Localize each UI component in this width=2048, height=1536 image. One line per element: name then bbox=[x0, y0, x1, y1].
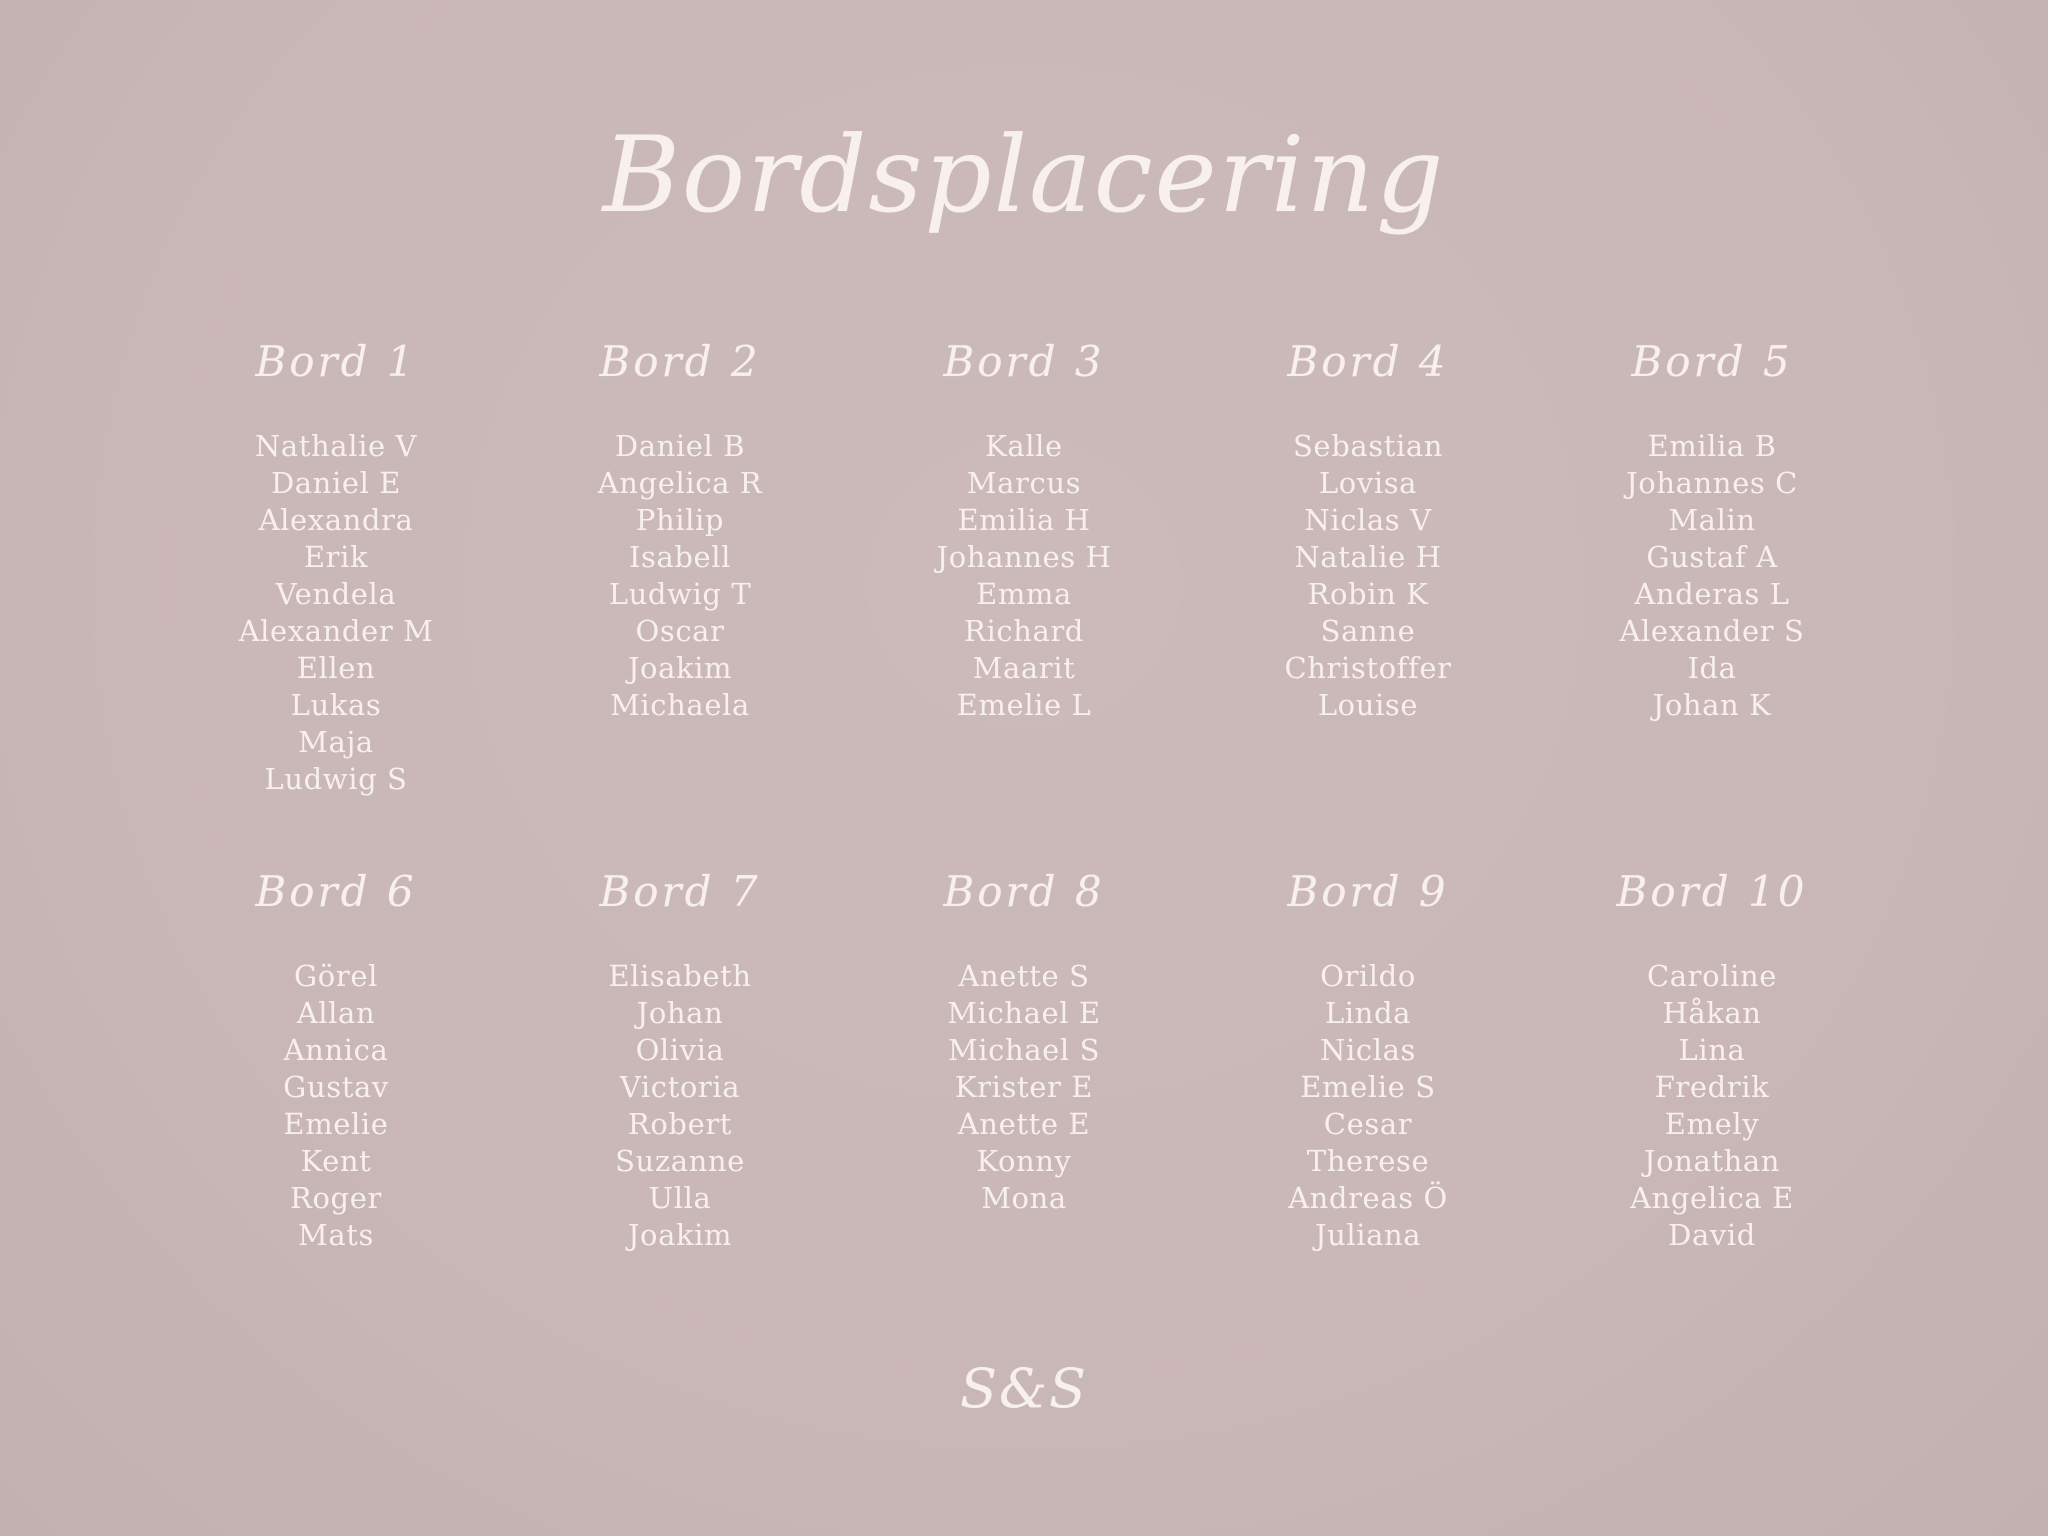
guest-name: Michaela bbox=[610, 688, 750, 722]
guest-name: Olivia bbox=[635, 1033, 725, 1067]
guest-list bbox=[1196, 958, 1540, 1254]
guest-name: Sanne bbox=[1320, 614, 1416, 648]
guest-name: Ida bbox=[1687, 651, 1737, 685]
guest-list bbox=[852, 958, 1196, 1217]
guest-name: Isabell bbox=[628, 540, 732, 574]
table-block-7 bbox=[508, 864, 852, 1254]
guest-name: Malin bbox=[1668, 503, 1756, 537]
guest-list bbox=[1540, 958, 1884, 1254]
guest-name: Niclas V bbox=[1304, 503, 1432, 537]
guest-name: Cesar bbox=[1323, 1107, 1413, 1141]
guest-name: Nathalie V bbox=[254, 429, 418, 463]
guest-name: Angelica E bbox=[1630, 1181, 1794, 1215]
table-block-2 bbox=[508, 334, 852, 724]
guest-name: Angelica R bbox=[597, 466, 763, 500]
guest-name: Orildo bbox=[1320, 959, 1416, 993]
guest-name: Daniel B bbox=[614, 429, 746, 463]
guest-list bbox=[1196, 428, 1540, 724]
guest-name: Johan bbox=[636, 996, 724, 1030]
guest-name: Alexandra bbox=[258, 503, 414, 537]
guest-name: Gustav bbox=[283, 1070, 389, 1104]
table-block-3 bbox=[852, 334, 1196, 724]
table-block-5 bbox=[1540, 334, 1884, 724]
guest-name: Linda bbox=[1324, 996, 1412, 1030]
table-label: Bord 5 bbox=[1631, 337, 1793, 386]
guest-name: Robin K bbox=[1307, 577, 1429, 611]
guest-name: Mats bbox=[298, 1218, 374, 1252]
guest-name: Emely bbox=[1664, 1107, 1760, 1141]
table-label: Bord 7 bbox=[599, 867, 761, 916]
guest-name: Maarit bbox=[972, 651, 1076, 685]
guest-name: Richard bbox=[964, 614, 1084, 648]
guest-name: Joakim bbox=[627, 1218, 733, 1252]
guest-name: Gustaf A bbox=[1646, 540, 1778, 574]
table-label: Bord 3 bbox=[943, 337, 1105, 386]
guest-name: Lovisa bbox=[1318, 466, 1418, 500]
guest-name: Michael E bbox=[947, 996, 1101, 1030]
guest-name: David bbox=[1668, 1218, 1756, 1252]
guest-name: Håkan bbox=[1662, 996, 1762, 1030]
table-label: Bord 9 bbox=[1287, 867, 1449, 916]
guest-name: Ludwig S bbox=[264, 762, 408, 796]
table-block-4 bbox=[1196, 334, 1540, 724]
guest-name: Krister E bbox=[954, 1070, 1094, 1104]
guest-name: Robert bbox=[627, 1107, 733, 1141]
guest-name: Erik bbox=[303, 540, 369, 574]
guest-name: Emelie S bbox=[1300, 1070, 1436, 1104]
guest-name: Lukas bbox=[290, 688, 382, 722]
guest-name: Lina bbox=[1678, 1033, 1746, 1067]
guest-name: Annica bbox=[283, 1033, 389, 1067]
guest-name: Alexander S bbox=[1619, 614, 1805, 648]
table-block-6 bbox=[164, 864, 508, 1254]
table-block-1 bbox=[164, 334, 508, 798]
guest-name: Andreas Ö bbox=[1288, 1181, 1448, 1215]
guest-name: Ludwig T bbox=[608, 577, 752, 611]
guest-list bbox=[852, 428, 1196, 724]
guest-name: Victoria bbox=[619, 1070, 741, 1104]
table-label: Bord 8 bbox=[943, 867, 1105, 916]
guest-name: Therese bbox=[1306, 1144, 1430, 1178]
guest-name: Johannes H bbox=[936, 540, 1112, 574]
guest-name: Louise bbox=[1317, 688, 1419, 722]
guest-name: Kent bbox=[300, 1144, 372, 1178]
guest-name: Philip bbox=[635, 503, 725, 537]
guest-name: Michael S bbox=[947, 1033, 1101, 1067]
guest-list bbox=[508, 958, 852, 1254]
table-label: Bord 2 bbox=[599, 337, 761, 386]
guest-name: Marcus bbox=[966, 466, 1082, 500]
guest-name: Johan K bbox=[1652, 688, 1772, 722]
guest-name: Emelie bbox=[283, 1107, 389, 1141]
guest-name: Jonathan bbox=[1643, 1144, 1781, 1178]
guest-name: Konny bbox=[976, 1144, 1072, 1178]
guest-name: Joakim bbox=[627, 651, 733, 685]
guest-name: Natalie H bbox=[1294, 540, 1442, 574]
guest-list bbox=[508, 428, 852, 724]
guest-name: Christoffer bbox=[1284, 651, 1452, 685]
guest-name: Emilia H bbox=[957, 503, 1091, 537]
page-title: Bordsplacering bbox=[602, 114, 1446, 236]
guest-name: Görel bbox=[294, 959, 378, 993]
guest-list bbox=[164, 958, 508, 1254]
table-label: Bord 4 bbox=[1287, 337, 1449, 386]
guest-name: Anette S bbox=[958, 959, 1090, 993]
couple-monogram: S&S bbox=[959, 1357, 1089, 1420]
guest-name: Daniel E bbox=[270, 466, 402, 500]
guest-name: Anderas L bbox=[1634, 577, 1790, 611]
guest-name: Caroline bbox=[1647, 959, 1777, 993]
guest-name: Elisabeth bbox=[608, 959, 752, 993]
table-label: Bord 10 bbox=[1616, 867, 1808, 916]
guest-name: Anette E bbox=[957, 1107, 1091, 1141]
guest-name: Emelie L bbox=[956, 688, 1092, 722]
guest-name: Roger bbox=[290, 1181, 382, 1215]
guest-list bbox=[164, 428, 508, 798]
guest-name: Ellen bbox=[296, 651, 376, 685]
table-block-9 bbox=[1196, 864, 1540, 1254]
guest-list bbox=[1540, 428, 1884, 724]
guest-name: Johannes C bbox=[1626, 466, 1798, 500]
guest-name: Mona bbox=[981, 1181, 1067, 1215]
guest-name: Vendela bbox=[275, 577, 397, 611]
tables-grid bbox=[164, 334, 1884, 1254]
guest-name: Ulla bbox=[648, 1181, 712, 1215]
guest-name: Emilia B bbox=[1647, 429, 1777, 463]
guest-name: Niclas bbox=[1320, 1033, 1416, 1067]
guest-name: Sebastian bbox=[1292, 429, 1444, 463]
table-label: Bord 1 bbox=[255, 337, 417, 386]
table-block-8 bbox=[852, 864, 1196, 1217]
guest-name: Maja bbox=[298, 725, 374, 759]
guest-name: Kalle bbox=[985, 429, 1063, 463]
guest-name: Fredrik bbox=[1654, 1070, 1770, 1104]
table-label: Bord 6 bbox=[255, 867, 417, 916]
guest-name: Juliana bbox=[1314, 1218, 1422, 1252]
guest-name: Emma bbox=[976, 577, 1072, 611]
table-block-10 bbox=[1540, 864, 1884, 1254]
guest-name: Allan bbox=[296, 996, 376, 1030]
guest-name: Oscar bbox=[635, 614, 725, 648]
guest-name: Suzanne bbox=[615, 1144, 745, 1178]
guest-name: Alexander M bbox=[238, 614, 434, 648]
